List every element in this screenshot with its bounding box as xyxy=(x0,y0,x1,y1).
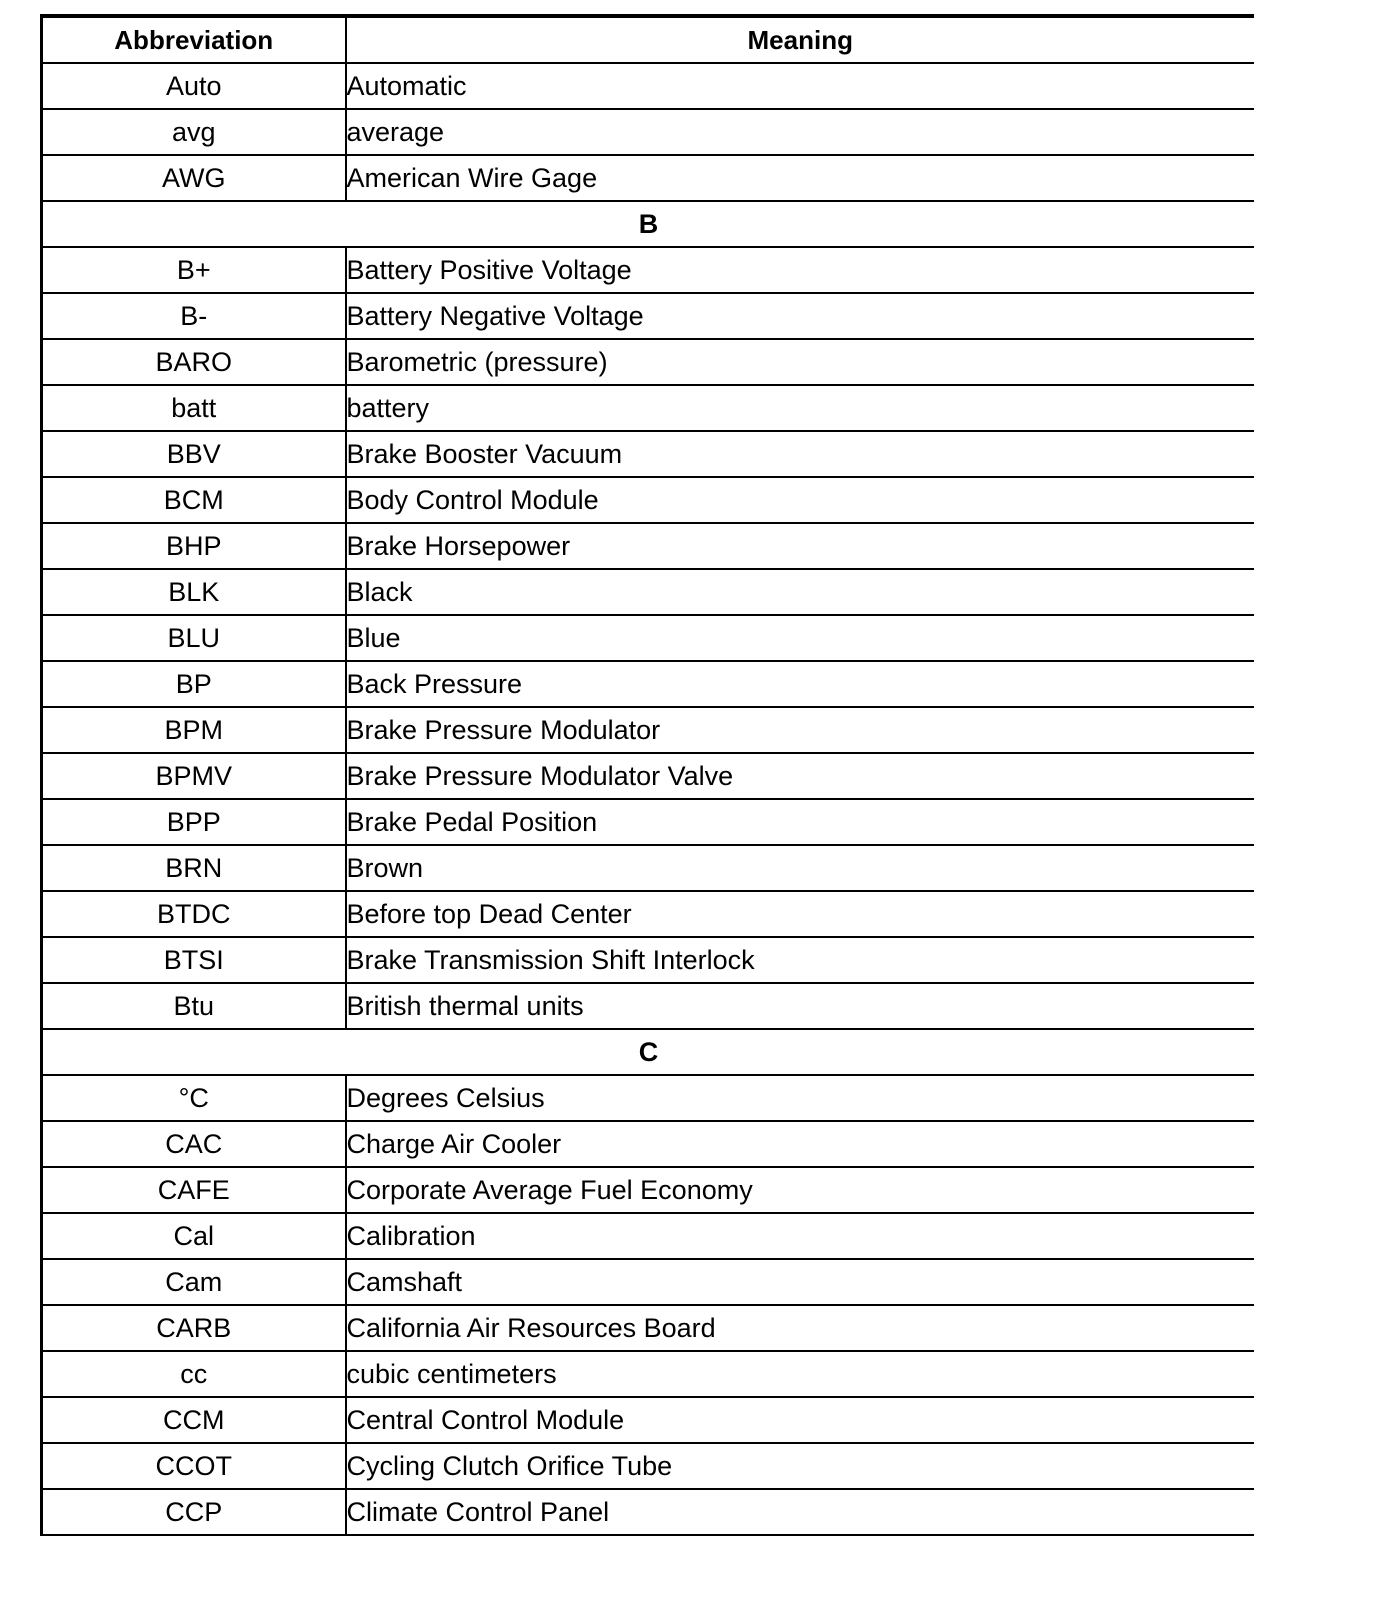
table-row xyxy=(42,63,1255,109)
meaning-cell: Brown xyxy=(346,845,1255,891)
abbreviation-cell: B- xyxy=(42,293,346,339)
table-row xyxy=(42,707,1255,753)
meaning-cell: American Wire Gage xyxy=(346,155,1255,201)
meaning-cell: California Air Resources Board xyxy=(346,1305,1255,1351)
table-row xyxy=(42,1305,1255,1351)
meaning-cell: Black xyxy=(346,569,1255,615)
document-page xyxy=(40,14,1254,1622)
meaning-cell: Camshaft xyxy=(346,1259,1255,1305)
meaning-cell: Charge Air Cooler xyxy=(346,1121,1255,1167)
meaning-cell: Battery Negative Voltage xyxy=(346,293,1255,339)
abbreviation-cell: BPP xyxy=(42,799,346,845)
section-letter: B xyxy=(42,201,1255,247)
table-row xyxy=(42,1443,1255,1489)
table-row xyxy=(42,1397,1255,1443)
table-row xyxy=(42,293,1255,339)
meaning-cell: Automatic xyxy=(346,63,1255,109)
abbreviation-cell: BCM xyxy=(42,477,346,523)
meaning-cell: Degrees Celsius xyxy=(346,1075,1255,1121)
meaning-cell: Cycling Clutch Orifice Tube xyxy=(346,1443,1255,1489)
meaning-column-header: Meaning xyxy=(346,16,1255,63)
abbreviation-cell: BPMV xyxy=(42,753,346,799)
meaning-cell: average xyxy=(346,109,1255,155)
section-letter: C xyxy=(42,1029,1255,1075)
meaning-cell: Body Control Module xyxy=(346,477,1255,523)
abbreviation-cell: cc xyxy=(42,1351,346,1397)
abbreviation-table xyxy=(40,14,1254,1536)
abbreviation-cell: Auto xyxy=(42,63,346,109)
meaning-cell: Before top Dead Center xyxy=(346,891,1255,937)
table-row xyxy=(42,615,1255,661)
table-row xyxy=(42,983,1255,1029)
meaning-cell: Central Control Module xyxy=(346,1397,1255,1443)
table-row xyxy=(42,1489,1255,1535)
meaning-cell: Brake Transmission Shift Interlock xyxy=(346,937,1255,983)
meaning-cell: British thermal units xyxy=(346,983,1255,1029)
meaning-cell: Back Pressure xyxy=(346,661,1255,707)
abbreviation-cell: CCM xyxy=(42,1397,346,1443)
table-row xyxy=(42,1075,1255,1121)
table-row xyxy=(42,247,1255,293)
table-row xyxy=(42,753,1255,799)
abbreviation-column-header: Abbreviation xyxy=(42,16,346,63)
abbreviation-cell: CARB xyxy=(42,1305,346,1351)
meaning-cell: Calibration xyxy=(346,1213,1255,1259)
abbreviation-cell: batt xyxy=(42,385,346,431)
table-row xyxy=(42,431,1255,477)
meaning-cell: Barometric (pressure) xyxy=(346,339,1255,385)
abbreviation-cell: BPM xyxy=(42,707,346,753)
meaning-cell: battery xyxy=(346,385,1255,431)
meaning-cell: Brake Pressure Modulator xyxy=(346,707,1255,753)
meaning-cell: Corporate Average Fuel Economy xyxy=(346,1167,1255,1213)
abbreviation-cell: Btu xyxy=(42,983,346,1029)
table-row xyxy=(42,569,1255,615)
abbreviation-cell: CCP xyxy=(42,1489,346,1535)
table-row xyxy=(42,155,1255,201)
abbreviation-cell: AWG xyxy=(42,155,346,201)
table-row xyxy=(42,477,1255,523)
table-body xyxy=(42,63,1255,1535)
section-header-row xyxy=(42,201,1255,247)
abbreviation-cell: B+ xyxy=(42,247,346,293)
table-row xyxy=(42,845,1255,891)
table-row xyxy=(42,799,1255,845)
abbreviation-cell: BTSI xyxy=(42,937,346,983)
abbreviation-cell: BRN xyxy=(42,845,346,891)
meaning-cell: Brake Pressure Modulator Valve xyxy=(346,753,1255,799)
table-row xyxy=(42,339,1255,385)
meaning-cell: Battery Positive Voltage xyxy=(346,247,1255,293)
abbreviation-cell: BHP xyxy=(42,523,346,569)
table-row xyxy=(42,891,1255,937)
table-row xyxy=(42,385,1255,431)
abbreviation-cell: avg xyxy=(42,109,346,155)
table-header-row xyxy=(42,16,1255,63)
table-row xyxy=(42,1213,1255,1259)
abbreviation-cell: CAC xyxy=(42,1121,346,1167)
abbreviation-cell: °C xyxy=(42,1075,346,1121)
meaning-cell: Brake Pedal Position xyxy=(346,799,1255,845)
abbreviation-cell: BLK xyxy=(42,569,346,615)
table-row xyxy=(42,1121,1255,1167)
meaning-cell: cubic centimeters xyxy=(346,1351,1255,1397)
abbreviation-cell: CCOT xyxy=(42,1443,346,1489)
abbreviation-cell: BARO xyxy=(42,339,346,385)
abbreviation-cell: BP xyxy=(42,661,346,707)
section-header-row xyxy=(42,1029,1255,1075)
table-row xyxy=(42,1167,1255,1213)
abbreviation-cell: BLU xyxy=(42,615,346,661)
table-row xyxy=(42,937,1255,983)
meaning-cell: Brake Horsepower xyxy=(346,523,1255,569)
abbreviation-cell: CAFE xyxy=(42,1167,346,1213)
table-row xyxy=(42,661,1255,707)
meaning-cell: Blue xyxy=(346,615,1255,661)
table-row xyxy=(42,523,1255,569)
meaning-cell: Climate Control Panel xyxy=(346,1489,1255,1535)
abbreviation-cell: Cam xyxy=(42,1259,346,1305)
table-row xyxy=(42,1351,1255,1397)
abbreviation-cell: Cal xyxy=(42,1213,346,1259)
abbreviation-cell: BBV xyxy=(42,431,346,477)
abbreviation-cell: BTDC xyxy=(42,891,346,937)
table-row xyxy=(42,1259,1255,1305)
table-row xyxy=(42,109,1255,155)
meaning-cell: Brake Booster Vacuum xyxy=(346,431,1255,477)
